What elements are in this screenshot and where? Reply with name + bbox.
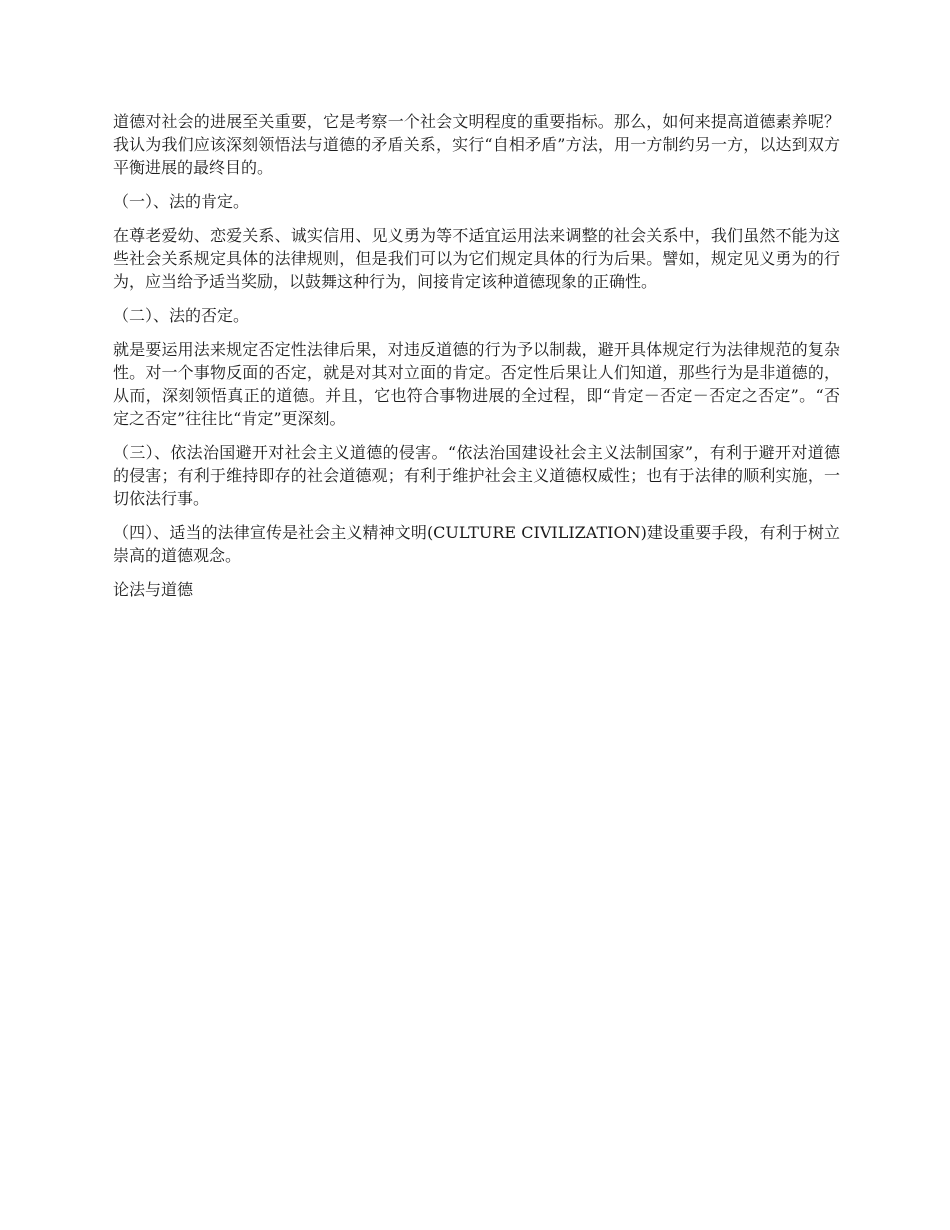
- section-paragraph-1: 在尊老爱幼、恋爱关系、诚实信用、见义勇为等不适宜运用法来调整的社会关系中，我们虽然不能为这些社会关系规定具体的法律规则，但是我们可以为它们规定具体的行为后果。譬如，规定见义勇为的行为，应当给予适当奖励，以鼓舞这种行为，间接肯定该种道德现象的正确性。: [113, 226, 840, 291]
- document-body: [113, 110, 840, 612]
- intro-paragraph: 道德对社会的进展至关重要，它是考察一个社会文明程度的重要指标。那么，如何来提高道德素养呢？我认为我们应该深刻领悟法与道德的矛盾关系，实行“自相矛盾”方法，用一方制约另一方，以达到双方平衡进展的最终目的。: [113, 112, 840, 177]
- section-paragraph-2: 就是要运用法来规定否定性法律后果，对违反道德的行为予以制裁，避开具体规定行为法律规范的复杂性。对一个事物反面的否定，就是对其对立面的肯定。否定性后果让人们知道，那些行为是非道德的，从而，深刻领悟真正的道德。并且，它也符合事物进展的全过程，即“肯定－否定－否定之否定”。“否定之否定”往往比“肯定”更深刻。: [113, 340, 840, 428]
- section-paragraph-4: （四）、适当的法律宣传是社会主义精神文明(CULTURE CIVILIZATION)建设重要手段，有利于树立崇高的道德观念。: [113, 523, 840, 565]
- section-heading-2: （二）、法的否定。: [113, 306, 250, 325]
- section-heading-1: （一）、法的肯定。: [113, 192, 250, 211]
- closing-title: 论法与道德: [113, 580, 194, 599]
- section-paragraph-3: （三）、依法治国避开对社会主义道德的侵害。“依法治国建设社会主义法制国家”，有利于避开对道德的侵害；有利于维持即存的社会道德观；有利于维护社会主义道德权威性；也有于法律的顺利实施，一切依法行事。: [113, 443, 840, 508]
